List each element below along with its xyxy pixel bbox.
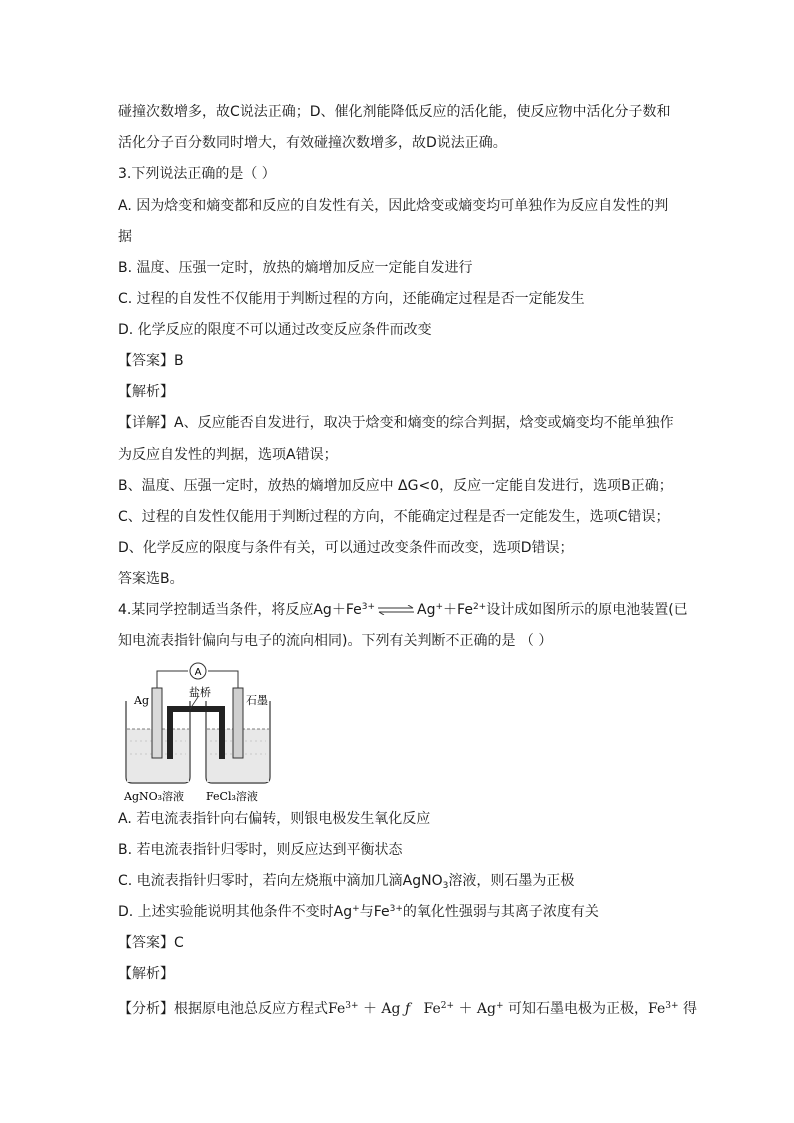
question-4-stem-cont: 知电流表指针偏向与电子的流向相同)。下列有关判断不正确的是 （ ） bbox=[118, 633, 553, 649]
stem-part: Ag bbox=[417, 602, 436, 618]
question-3-option-c: C. 过程的自发性不仅能用于判断过程的方向，还能确定过程是否一定能发生 bbox=[118, 291, 585, 307]
detail-line: B、温度、压强一定时，放热的熵增加反应中 ΔG<0，反应一定能自发进行，选项B正确； bbox=[118, 478, 673, 494]
detail-line: C、过程的自发性仅能用于判断过程的方向，不能确定过程是否一定能发生，选项C错误； bbox=[118, 509, 670, 525]
formula: $Fe^{3+} + Ag$ ƒ $Fe^{2+} + Ag^+$ bbox=[328, 1001, 504, 1017]
superscript: 3+ bbox=[361, 602, 376, 612]
option-part: 与Fe bbox=[359, 904, 390, 920]
equilibrium-arrow-icon bbox=[377, 605, 415, 615]
superscript: + bbox=[352, 904, 360, 914]
analysis-part: 得 bbox=[682, 1001, 697, 1017]
salt-bridge-label: 盐桥 bbox=[189, 686, 211, 699]
text-line: 碰撞次数增多，故C说法正确；D、催化剂能降低反应的活化能，使反应物中活化分子数和 bbox=[118, 104, 671, 120]
stem-part: 设计成如图所示的原电池装置(已 bbox=[486, 602, 688, 618]
superscript: 2+ bbox=[472, 602, 487, 612]
option-part: 溶液，则石墨为正极 bbox=[448, 873, 575, 889]
option-part: 的氧化性强弱与其离子浓度有关 bbox=[402, 904, 599, 920]
detail-line: 为反应自发性的判据，选项A错误； bbox=[118, 447, 338, 463]
question-3-stem: 3.下列说法正确的是（ ） bbox=[118, 166, 276, 182]
answer-4: 【答案】C bbox=[118, 935, 184, 951]
ammeter-label: A bbox=[194, 667, 202, 678]
analysis-4-heading: 【解析】 bbox=[118, 966, 174, 982]
question-4-option-b: B. 若电流表指针归零时，则反应达到平衡状态 bbox=[118, 842, 403, 858]
analysis-part: 可知石墨电极为正极， bbox=[508, 1001, 648, 1017]
analysis-4-line bbox=[118, 999, 697, 1019]
galvanic-cell-diagram bbox=[118, 659, 278, 809]
analysis-3-heading: 【解析】 bbox=[118, 384, 174, 400]
ag-electrode-label: Ag bbox=[134, 694, 149, 707]
right-solution-label: FeCl₃溶液 bbox=[206, 790, 258, 803]
formula: $Fe^{3+}$ bbox=[648, 1001, 679, 1017]
option-part: C. 电流表指针归零时，若向左烧瓶中滴加几滴AgNO bbox=[118, 873, 443, 889]
detail-line: 【详解】A、反应能否自发进行，取决于焓变和熵变的综合判据，焓变或熵变均不能单独作 bbox=[118, 415, 674, 431]
superscript: 3+ bbox=[389, 904, 403, 914]
option-part: D. 上述实验能说明其他条件不变时Ag bbox=[118, 904, 353, 920]
question-4-option-c bbox=[118, 871, 684, 891]
answer-3: 【答案】B bbox=[118, 353, 184, 369]
question-4-option-a: A. 若电流表指针向右偏转，则银电极发生氧化反应 bbox=[118, 811, 431, 827]
analysis-part: 【分析】根据原电池总反应方程式 bbox=[118, 1001, 328, 1017]
detail-line: D、化学反应的限度与条件有关，可以通过改变条件而改变，选项D错误； bbox=[118, 540, 574, 556]
question-3-option-b: B. 温度、压强一定时，放热的熵增加反应一定能自发进行 bbox=[118, 260, 473, 276]
question-4-stem bbox=[118, 600, 688, 620]
question-3-option-d: D. 化学反应的限度不可以通过改变反应条件而改变 bbox=[118, 322, 432, 338]
text-line: 活化分子百分数同时增大，有效碰撞次数增多，故D说法正确。 bbox=[118, 135, 507, 151]
superscript: + bbox=[435, 602, 444, 612]
stem-part: ＋Fe bbox=[443, 602, 473, 618]
question-3-option-a: A. 因为焓变和熵变都和反应的自发性有关，因此焓变或熵变均可单独作为反应自发性的判 bbox=[118, 198, 669, 214]
stem-part: 4.某同学控制适当条件，将反应Ag＋Fe bbox=[118, 602, 362, 618]
question-4-option-d bbox=[118, 902, 684, 922]
left-solution-label: AgNO₃溶液 bbox=[124, 790, 185, 803]
detail-line: 答案选B。 bbox=[118, 571, 184, 587]
graphite-electrode-label: 石墨 bbox=[246, 694, 268, 707]
subscript: 3 bbox=[442, 881, 449, 891]
question-3-option-a-cont: 据 bbox=[118, 229, 132, 245]
